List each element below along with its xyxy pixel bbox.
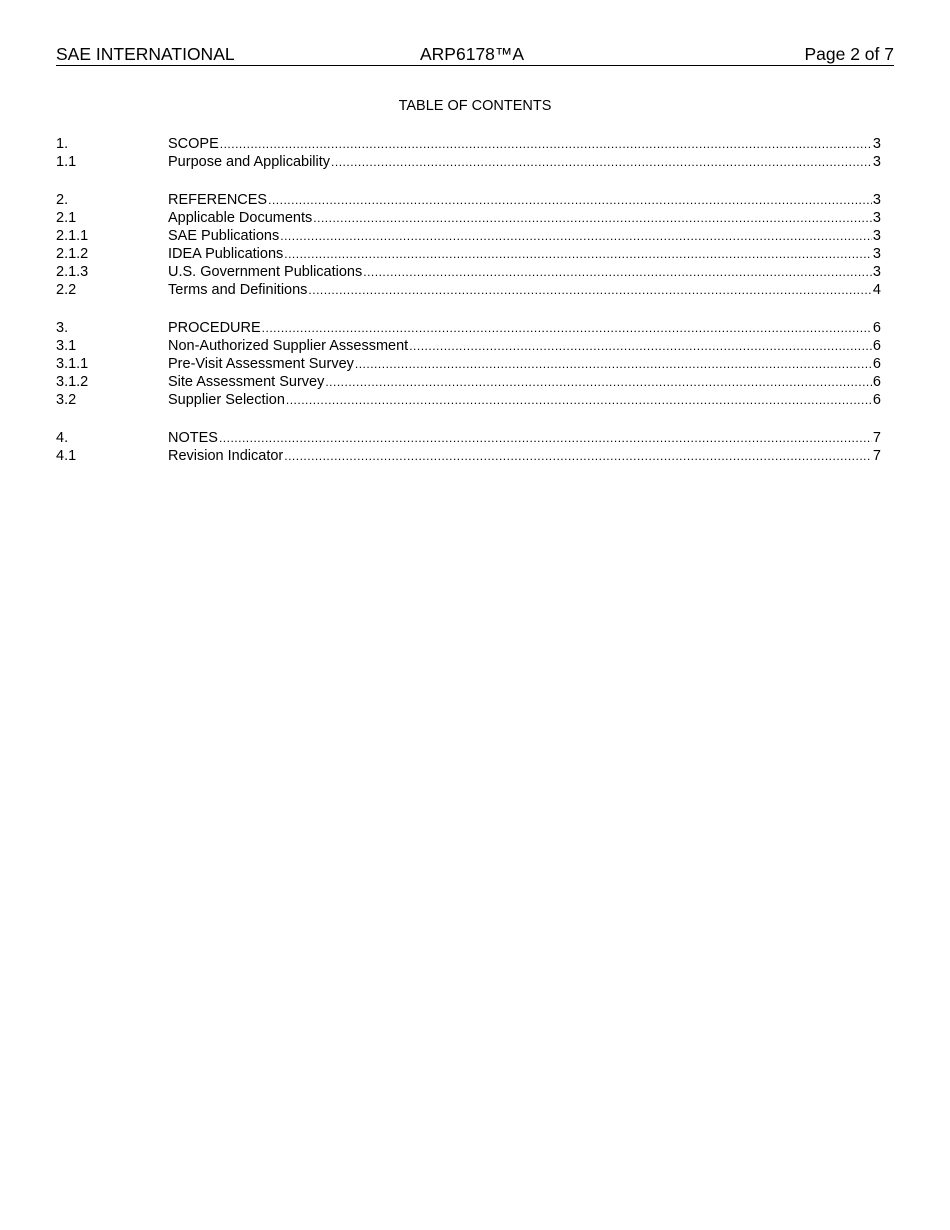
toc-entry[interactable]	[56, 209, 881, 227]
toc-entry-number: 2.1	[56, 210, 77, 226]
toc-entry-line	[168, 319, 881, 337]
toc-entry[interactable]	[56, 281, 881, 299]
toc-entry-title: Non-Authorized Supplier Assessment	[168, 338, 409, 354]
toc-entry-title: Terms and Definitions	[168, 282, 308, 298]
toc-entry-page: 6	[872, 356, 881, 372]
toc-entry-line	[168, 263, 881, 281]
toc-entry-page: 3	[872, 210, 881, 226]
toc-entry[interactable]	[56, 227, 881, 245]
toc-dot-leader	[286, 391, 872, 409]
toc-entry-page: 3	[872, 228, 881, 244]
header-page-label: Page 2 of 7	[804, 44, 894, 64]
toc-entry-title: NOTES	[168, 430, 218, 446]
toc-entry-number: 2.1.3	[56, 264, 89, 280]
page-header	[56, 44, 894, 66]
toc-entry-page: 7	[872, 430, 881, 446]
toc-entry-title: REFERENCES	[168, 192, 268, 208]
toc-dot-leader	[331, 153, 872, 171]
toc-entry-line	[168, 245, 881, 263]
toc-dot-leader	[363, 263, 872, 281]
toc-entry-number: 4.	[56, 430, 69, 446]
toc-title: TABLE OF CONTENTS	[398, 98, 552, 114]
toc-entry-line	[168, 355, 881, 373]
table-of-contents	[56, 135, 881, 485]
toc-dot-leader	[325, 373, 872, 391]
toc-entry[interactable]	[56, 391, 881, 409]
toc-entry-page: 4	[872, 282, 881, 298]
toc-entry-line	[168, 281, 881, 299]
toc-entry-number: 3.2	[56, 392, 77, 408]
toc-entry-title: Applicable Documents	[168, 210, 313, 226]
toc-entry[interactable]	[56, 135, 881, 153]
toc-entry-number: 2.1.1	[56, 228, 89, 244]
toc-entry-line	[168, 373, 881, 391]
toc-entry[interactable]	[56, 447, 881, 465]
toc-entry-line	[168, 135, 881, 153]
toc-entry-page: 3	[872, 264, 881, 280]
toc-dot-leader	[284, 245, 872, 263]
toc-dot-leader	[220, 135, 872, 153]
toc-entry-page: 3	[872, 192, 881, 208]
toc-entry[interactable]	[56, 373, 881, 391]
toc-entry-title: SCOPE	[168, 136, 219, 152]
toc-entry[interactable]	[56, 263, 881, 281]
toc-dot-leader	[308, 281, 872, 299]
toc-entry-page: 3	[872, 246, 881, 262]
toc-entry[interactable]	[56, 153, 881, 171]
toc-entry-line	[168, 227, 881, 245]
toc-entry-page: 6	[872, 338, 881, 354]
toc-entry-number: 3.1.1	[56, 356, 89, 372]
toc-entry-number: 1.	[56, 136, 69, 152]
toc-entry-number: 3.	[56, 320, 69, 336]
toc-dot-leader	[262, 319, 872, 337]
toc-entry[interactable]	[56, 191, 881, 209]
toc-entry[interactable]	[56, 245, 881, 263]
toc-entry-number: 2.2	[56, 282, 77, 298]
toc-entry[interactable]	[56, 337, 881, 355]
toc-entry-title: PROCEDURE	[168, 320, 261, 336]
toc-entry-title: Supplier Selection	[168, 392, 285, 408]
toc-entry-line	[168, 191, 881, 209]
toc-dot-leader	[280, 227, 872, 245]
toc-dot-leader	[355, 355, 872, 373]
toc-entry-number: 2.	[56, 192, 69, 208]
toc-entry-title: U.S. Government Publications	[168, 264, 363, 280]
toc-entry-line	[168, 337, 881, 355]
toc-entry-number: 2.1.2	[56, 246, 89, 262]
toc-dot-leader	[219, 429, 872, 447]
toc-entry-line	[168, 153, 881, 171]
toc-entry[interactable]	[56, 429, 881, 447]
toc-entry-line	[168, 391, 881, 409]
toc-entry-page: 6	[872, 374, 881, 390]
toc-entry-line	[168, 209, 881, 227]
toc-group	[56, 191, 881, 299]
toc-entry-number: 4.1	[56, 448, 77, 464]
toc-entry-title: IDEA Publications	[168, 246, 284, 262]
toc-entry-number: 3.1	[56, 338, 77, 354]
toc-group	[56, 319, 881, 409]
toc-entry[interactable]	[56, 355, 881, 373]
toc-entry-line	[168, 429, 881, 447]
toc-entry[interactable]	[56, 319, 881, 337]
toc-entry-page: 6	[872, 320, 881, 336]
toc-dot-leader	[284, 447, 872, 465]
toc-entry-page: 7	[872, 448, 881, 464]
toc-entry-title: Revision Indicator	[168, 448, 284, 464]
toc-entry-page: 3	[872, 136, 881, 152]
toc-dot-leader	[268, 191, 872, 209]
toc-dot-leader	[409, 337, 872, 355]
header-organization: SAE INTERNATIONAL	[56, 44, 235, 64]
header-document-id: ARP6178™A	[420, 44, 525, 64]
toc-entry-number: 1.1	[56, 154, 77, 170]
toc-dot-leader	[313, 209, 872, 227]
toc-entry-number: 3.1.2	[56, 374, 89, 390]
toc-entry-title: Site Assessment Survey	[168, 374, 325, 390]
toc-entry-title: Purpose and Applicability	[168, 154, 331, 170]
toc-entry-page: 6	[872, 392, 881, 408]
toc-entry-line	[168, 447, 881, 465]
toc-entry-title: SAE Publications	[168, 228, 280, 244]
toc-entry-title: Pre-Visit Assessment Survey	[168, 356, 354, 372]
toc-group	[56, 135, 881, 171]
toc-group	[56, 429, 881, 465]
toc-entry-page: 3	[872, 154, 881, 170]
